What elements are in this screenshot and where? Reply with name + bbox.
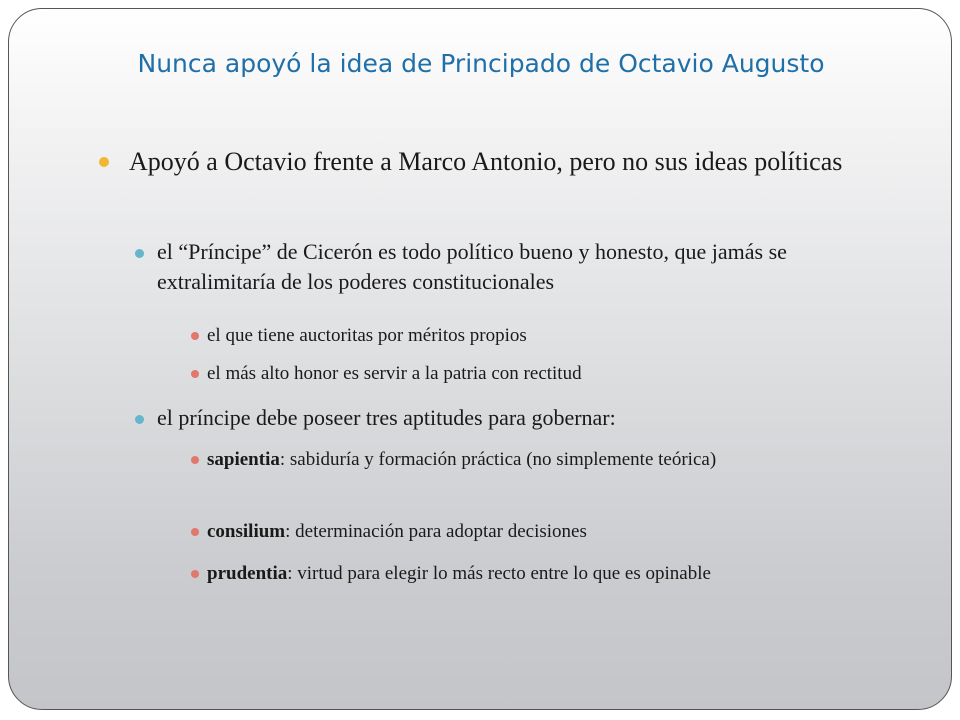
bullet-text: Apoyó a Octavio frente a Marco Antonio, pero no sus ideas políticas: [129, 147, 843, 176]
term-consilium: consilium: [207, 521, 286, 542]
bullet-item-level2: [135, 403, 855, 433]
bullet-item-level3: [191, 445, 861, 475]
bullet-text: el príncipe debe poseer tres aptitudes para gobernar:: [157, 405, 616, 430]
bullet-text: el que tiene auctoritas por méritos propios: [207, 325, 527, 346]
bullet-dot-icon: [135, 415, 144, 424]
bullet-text: el “Príncipe” de Cicerón es todo político bueno y honesto, que jamás se extralimitaría de los poderes constitucionales: [157, 239, 787, 294]
slide-title: Nunca apoyó la idea de Principado de Octavio Augusto: [137, 49, 825, 78]
slide-content: [9, 9, 952, 710]
bullet-dot-icon: [191, 370, 199, 378]
bullet-dot-icon: [99, 157, 109, 167]
term-prudentia: prudentia: [207, 563, 288, 584]
bullet-item-level3: [191, 321, 851, 351]
bullet-item-level3: [191, 517, 861, 547]
bullet-item-level3: [191, 559, 861, 589]
bullet-dot-icon: [191, 332, 199, 340]
bullet-item-level2: [135, 237, 855, 297]
bullet-text: : virtud para elegir lo más recto entre lo que es opinable: [287, 563, 711, 584]
slide: [8, 8, 952, 710]
bullet-item-level3: [191, 359, 851, 389]
bullet-dot-icon: [191, 570, 199, 578]
bullet-item-level1: [99, 145, 889, 179]
bullet-dot-icon: [191, 456, 199, 464]
bullet-text: : sabiduría y formación práctica (no simplemente teórica): [279, 449, 717, 470]
bullet-text: el más alto honor es servir a la patria con rectitud: [207, 363, 582, 384]
bullet-dot-icon: [191, 528, 199, 536]
term-sapientia: sapientia: [207, 449, 280, 470]
bullet-dot-icon: [135, 249, 144, 258]
bullet-text: : determinación para adoptar decisiones: [285, 521, 587, 542]
